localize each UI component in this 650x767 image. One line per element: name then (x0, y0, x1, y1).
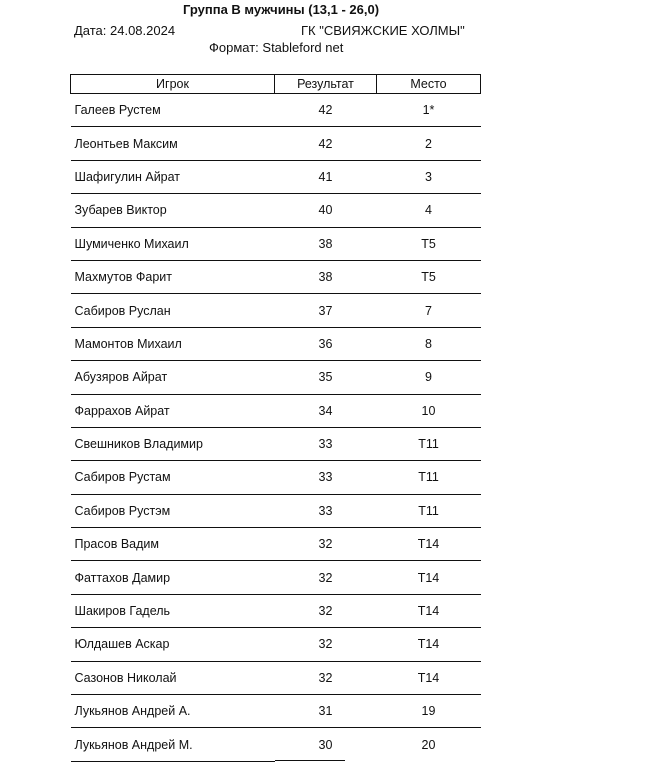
game-format: Формат: Stableford net (209, 40, 344, 55)
table-row (71, 260, 481, 293)
table-row (71, 327, 481, 360)
column-header-player: Игрок (71, 75, 275, 94)
player-result: 38 (275, 227, 377, 260)
player-result: 32 (275, 594, 377, 627)
table-row (71, 728, 481, 761)
table-row (71, 461, 481, 494)
table-row (71, 594, 481, 627)
table-row (71, 494, 481, 527)
event-date: Дата: 24.08.2024 (74, 23, 176, 38)
player-place: T14 (377, 661, 481, 694)
player-place: T14 (377, 628, 481, 661)
player-name: Махмутов Фарит (71, 260, 275, 293)
table-row (71, 561, 481, 594)
results-table (70, 74, 481, 762)
player-name: Шакиров Гадель (71, 594, 275, 627)
player-place: T11 (377, 461, 481, 494)
player-result: 33 (275, 461, 377, 494)
player-name: Прасов Вадим (71, 528, 275, 561)
player-name: Лукьянов Андрей А. (71, 695, 275, 728)
player-place: 20 (421, 737, 436, 752)
player-name: Зубарев Виктор (71, 194, 275, 227)
player-place: 7 (377, 294, 481, 327)
player-result: 42 (275, 94, 377, 127)
player-place: T14 (377, 594, 481, 627)
player-place: 19 (377, 695, 481, 728)
player-result: 38 (275, 260, 377, 293)
table-row (71, 394, 481, 427)
table-row (71, 661, 481, 694)
table-row (71, 160, 481, 193)
column-header-result: Результат (275, 75, 377, 94)
player-place: 10 (377, 394, 481, 427)
player-name: Леонтьев Максим (71, 127, 275, 160)
player-place: T14 (377, 528, 481, 561)
player-result: 37 (275, 294, 377, 327)
player-place: T11 (377, 494, 481, 527)
player-place: 3 (377, 160, 481, 193)
player-result: 32 (275, 661, 377, 694)
player-place: 4 (377, 194, 481, 227)
player-result: 40 (275, 194, 377, 227)
player-result: 36 (275, 327, 377, 360)
player-result: 33 (275, 494, 377, 527)
player-place: T5 (377, 260, 481, 293)
document-title: Группа В мужчины (13,1 - 26,0) (183, 2, 380, 17)
player-place: 1* (377, 94, 481, 127)
player-result-cell (275, 728, 377, 761)
player-name: Шафигулин Айрат (71, 160, 275, 193)
player-name: Сабиров Рустэм (71, 494, 275, 527)
player-name: Свешников Владимир (71, 427, 275, 460)
player-name: Мамонтов Михаил (71, 327, 275, 360)
player-result: 35 (275, 361, 377, 394)
player-place: T5 (377, 227, 481, 260)
player-name: Фаттахов Дамир (71, 561, 275, 594)
player-result: 42 (275, 127, 377, 160)
player-name: Юлдашев Аскар (71, 628, 275, 661)
table-row (71, 294, 481, 327)
player-place: T14 (377, 561, 481, 594)
player-name: Сабиров Рустам (71, 461, 275, 494)
player-result: 41 (275, 160, 377, 193)
table-row (71, 361, 481, 394)
player-place: 2 (377, 127, 481, 160)
player-result: 30 (318, 737, 333, 752)
player-name: Галеев Рустем (71, 94, 275, 127)
player-name: Сабиров Руслан (71, 294, 275, 327)
player-name: Шумиченко Михаил (71, 227, 275, 260)
table-row (71, 628, 481, 661)
table-row (71, 528, 481, 561)
player-name: Абузяров Айрат (71, 361, 275, 394)
player-result: 32 (275, 561, 377, 594)
player-place: 9 (377, 361, 481, 394)
club-name: ГК "СВИЯЖСКИЕ ХОЛМЫ" (301, 23, 465, 38)
table-header-row (71, 75, 481, 94)
column-header-place: Место (377, 75, 481, 94)
player-result: 31 (275, 695, 377, 728)
player-result: 33 (275, 427, 377, 460)
table-row (71, 427, 481, 460)
table-row (71, 127, 481, 160)
table-row (71, 695, 481, 728)
player-place: T11 (377, 427, 481, 460)
player-name: Лукьянов Андрей М. (71, 728, 275, 761)
table-row (71, 94, 481, 127)
player-result: 32 (275, 528, 377, 561)
player-place: 8 (377, 327, 481, 360)
row-divider-line (275, 760, 345, 761)
table-row (71, 194, 481, 227)
player-name: Фаррахов Айрат (71, 394, 275, 427)
table-row (71, 227, 481, 260)
player-name: Сазонов Николай (71, 661, 275, 694)
player-result: 34 (275, 394, 377, 427)
player-result: 32 (275, 628, 377, 661)
